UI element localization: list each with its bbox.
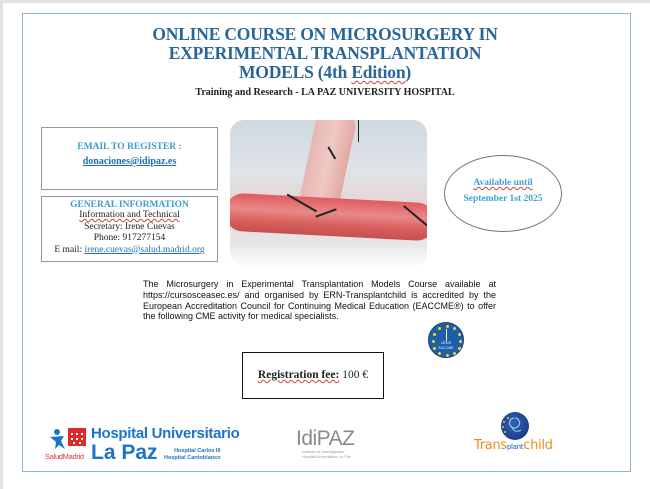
info-line: Secretary: Irene Cuevas [84,221,175,232]
register-box [41,127,218,190]
salud-madrid-icon [48,428,68,450]
fee-value: 100 € [339,369,369,381]
title-line: ONLINE COURSE ON MICROSURGERY IN [152,24,498,44]
info-phone: Phone: 917277154 [93,233,166,243]
madrid-flag-icon [68,428,86,446]
availability-ellipse [444,155,562,232]
info-heading: GENERAL INFORMATION [70,200,189,210]
register-heading: EMAIL TO REGISTER : [77,142,182,152]
register-email-link[interactable]: donaciones@idipaz.es [82,156,177,167]
transplantchild-logo: Transplantchild [474,412,564,462]
title-line: MODELS (4th Edition) [238,62,412,82]
course-description: The Microsurgery in Experimental Transplantation Models Course available at https://cursosceasec.es/ and organised by ERN-Transplantchild is accredited by the European Accreditation Council for Continuing Medical Education (EACCME®) to offer the following CME activity for medical specialists. [143,279,496,322]
general-info-box [41,196,218,262]
registration-fee-box [242,352,384,399]
microsurgery-photo [230,120,427,266]
title-line: EXPERIMENTAL TRANSPLANTATION [168,43,482,63]
eaccme-badge-icon: UEMS EACCME [428,322,464,358]
info-email-link[interactable]: irene.cuevas@salud.madrid.org [84,244,205,255]
globe-icon [501,412,529,440]
hospital-la-paz-logo: SaludMadrid Hospital Universitario La Paz Hospital Carlos III Hospital Cantoblanco [45,425,240,464]
idipaz-logo: IdiPAZ Instituto de Investigación Hospital Universitario La Paz [296,427,355,459]
page-title [120,25,530,82]
fee-label: Registration fee: [257,369,340,381]
page-edge [0,0,650,3]
page-edge [0,0,3,489]
availability-line: September 1st 2025 [463,194,543,204]
info-line: Information and Technical [79,210,180,220]
page-subtitle: Training and Research - LA PAZ UNIVERSITY HOSPITAL [195,87,455,98]
info-email-line: E mail: irene.cuevas@salud.madrid.org [54,244,205,255]
availability-line: Available until [473,178,533,188]
